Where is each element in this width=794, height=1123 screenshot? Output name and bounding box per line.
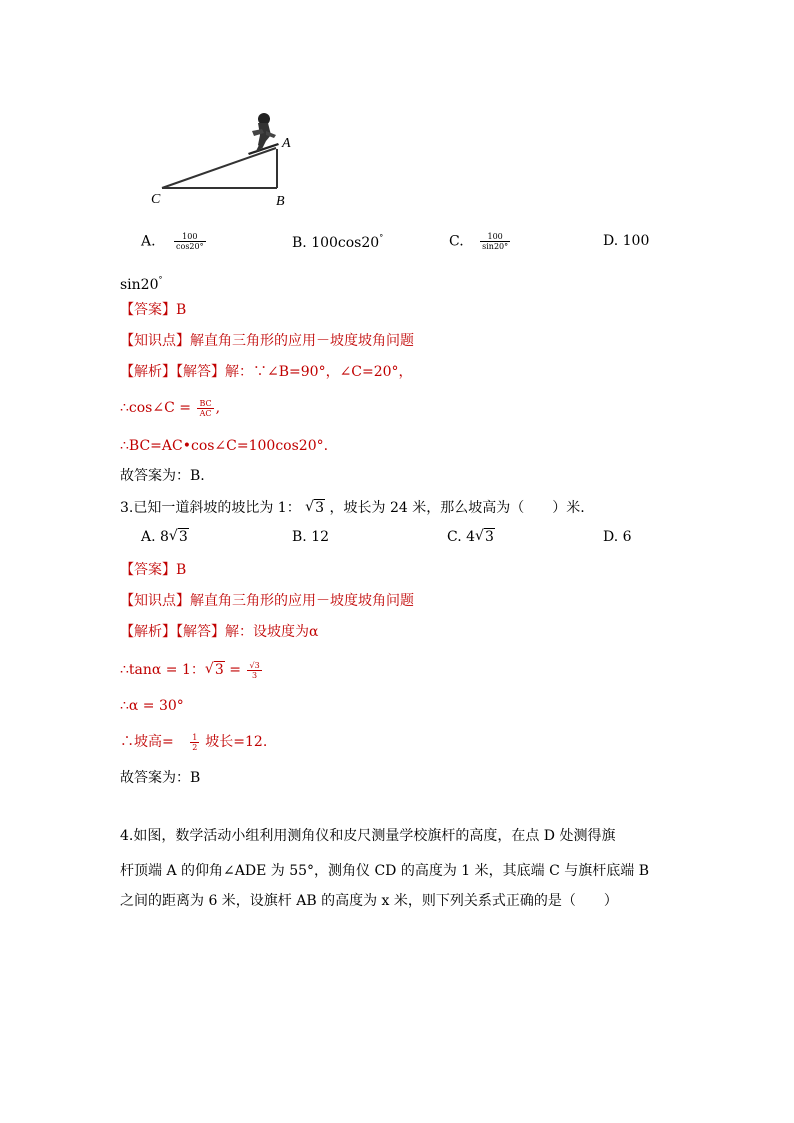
q2-option-a-fraction: $\frac{100}{\cos 20^\circ}$ xyxy=(176,232,204,251)
q4-line-2: 杆顶端 A 的仰角∠ADE 为 55°，测角仪 CD 的高度为 1 米，其底端 C 与旗杆底端 B xyxy=(120,863,650,879)
label-c: C xyxy=(151,192,161,207)
q2-option-c-fraction: $\frac{100}{\sin 20^\circ}$ xyxy=(482,232,509,251)
slope-figure xyxy=(140,105,310,210)
q3-option-d: D. 6 xyxy=(603,529,632,545)
q2-option-d-continued: sin20° xyxy=(120,275,163,293)
q2-option-a: A. $\frac{100}{\cos 20^\circ}$ xyxy=(141,232,204,251)
q3-knowledge: 【知识点】解直角三角形的应用－坡度坡角问题 xyxy=(120,593,414,609)
q2-analysis: 【解析】【解答】解：∵∠B=90°，∠C=20°， xyxy=(120,364,413,380)
q2-option-c: C. $\frac{100}{\sin 20^\circ}$ xyxy=(449,232,509,251)
q3-step3: ∴坡高= $\frac{1}{2}$ 坡长=12. xyxy=(120,732,268,752)
label-a: A xyxy=(282,136,291,151)
q4-line-1: 4.如图，数学活动小组利用测角仪和皮尺测量学校旗杆的高度，在点 D 处测得旗 xyxy=(120,828,616,844)
q3-conclusion: 故答案为：B xyxy=(120,770,201,786)
q2-knowledge: 【知识点】解直角三角形的应用－坡度坡角问题 xyxy=(120,333,414,349)
q3-step1-fraction: $\frac{√3}{3}$ xyxy=(249,660,260,680)
q3-step1: ∴tanα = 1： √ 3 = $\frac{√3}{3}$ xyxy=(120,660,260,680)
q3-option-b: B. 12 xyxy=(292,529,330,545)
q3-question-sqrt: √ 3 xyxy=(305,499,325,516)
q2-step1: ∴cos∠C = $\frac{BC}{AC}$ , xyxy=(120,398,221,418)
q3-answer: 【答案】B xyxy=(120,562,187,578)
q2-answer: 【答案】B xyxy=(120,302,187,318)
q3-analysis: 【解析】【解答】解：设坡度为α xyxy=(120,624,319,640)
q2-conclusion: 故答案为：B. xyxy=(120,468,205,484)
q3-question: 3.已知一道斜坡的坡比为 1： √ 3 ，坡长为 24 米，那么坡高为（ ）米. xyxy=(120,499,585,516)
q4-line-3: 之间的距离为 6 米，设旗杆 AB 的高度为 x 米，则下列关系式正确的是（ ） xyxy=(120,893,618,909)
slope-line xyxy=(162,148,276,188)
q3-step3-fraction: $\frac{1}{2}$ xyxy=(192,732,198,752)
q2-step1-fraction: $\frac{BC}{AC}$ xyxy=(199,398,212,418)
q3-option-c: C. 4 √ 3 xyxy=(447,528,494,545)
label-b: B xyxy=(276,194,285,209)
q2-option-d: D. 100 xyxy=(603,233,650,249)
q2-step2: ∴BC=AC•cos∠C=100cos20°. xyxy=(120,438,329,454)
q3-option-a: A. 8 √ 3 xyxy=(141,528,188,545)
q2-option-b: B. 100cos20° xyxy=(292,233,384,251)
q3-step2: ∴α = 30° xyxy=(120,698,184,714)
